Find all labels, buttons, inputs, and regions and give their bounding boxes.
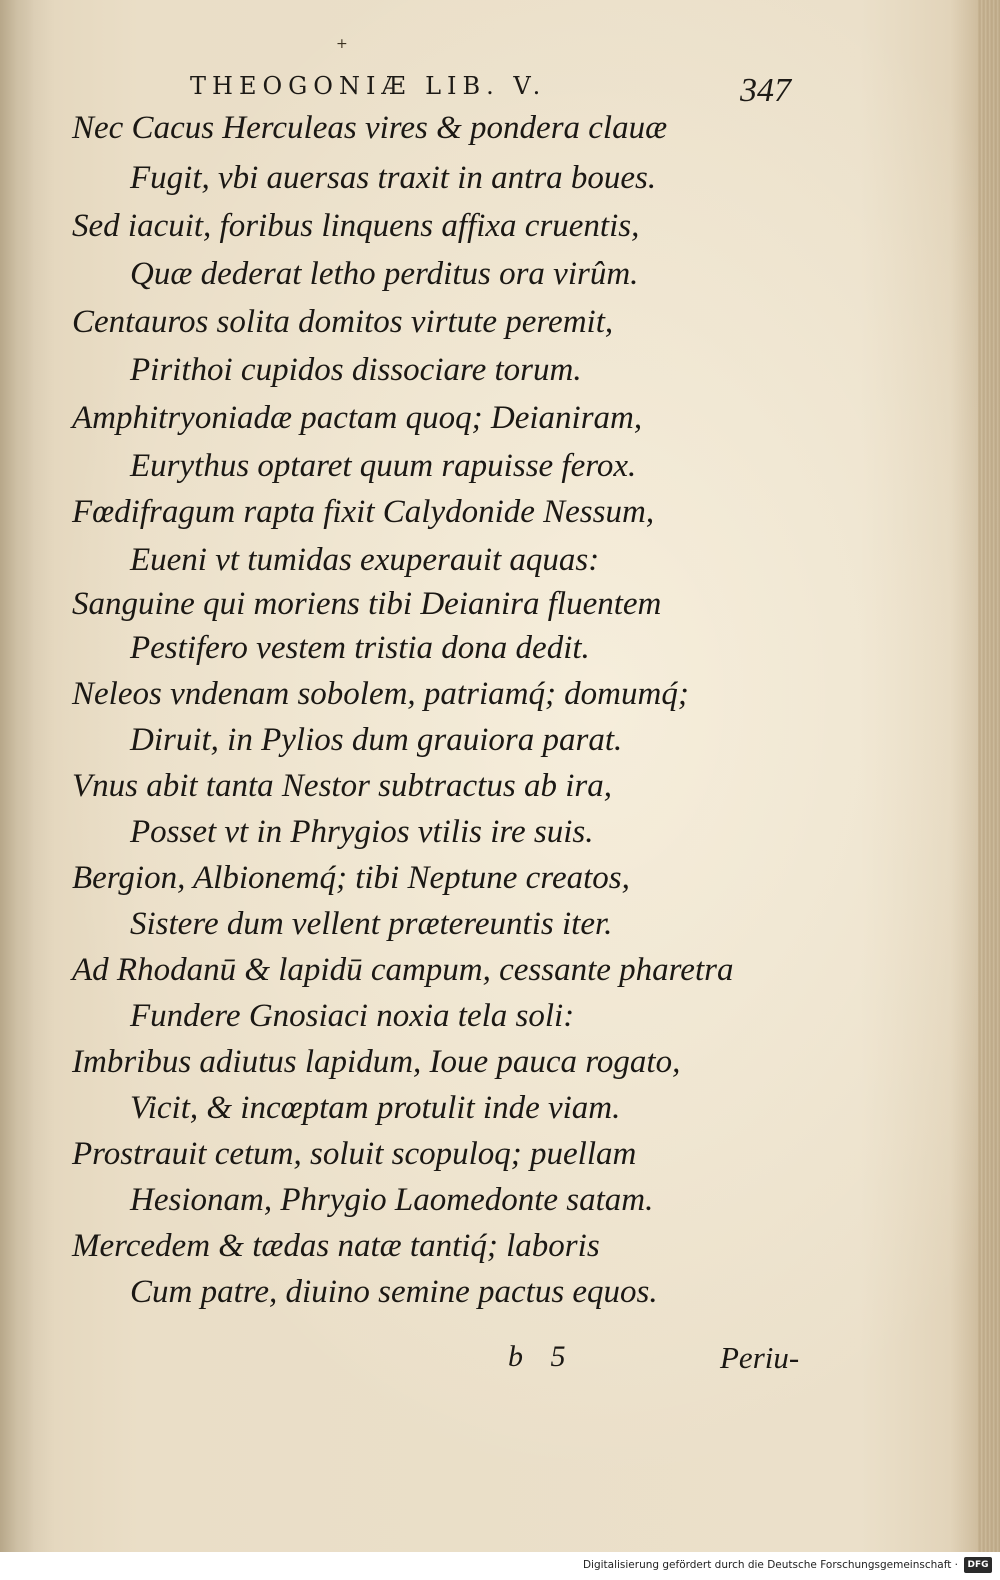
verse-line-3: Sed iacuit, foribus linquens affixa cruentis, bbox=[72, 208, 640, 244]
verse-line-1: Nec Cacus Herculeas vires & pondera clauæ bbox=[72, 110, 668, 146]
verse-line-18: Sistere dum vellent prætereuntis iter. bbox=[130, 906, 613, 942]
verse-line-11: Sanguine qui moriens tibi Deianira fluentem bbox=[72, 586, 662, 622]
page-number: 347 bbox=[740, 72, 791, 109]
verse-line-6: Pirithoi cupidos dissociare torum. bbox=[130, 352, 582, 388]
verse-line-17: Bergion, Albionemq́; tibi Neptune creatos, bbox=[72, 860, 630, 896]
verse-line-24: Hesionam, Phrygio Laomedonte satam. bbox=[130, 1182, 654, 1218]
verse-line-4: Quæ dederat letho perditus ora virûm. bbox=[130, 256, 639, 292]
verse-line-5: Centauros solita domitos virtute peremit, bbox=[72, 304, 614, 340]
verse-line-12: Pestifero vestem tristia dona dedit. bbox=[130, 630, 590, 666]
verse-line-19: Ad Rhodanū & lapidū campum, cessante pharetra bbox=[72, 952, 734, 988]
running-head: THEOGONIÆ LIB. V. bbox=[190, 72, 547, 100]
funding-credit: Digitalisierung gefördert durch die Deutsche Forschungsgemeinschaft · bbox=[582, 1559, 958, 1571]
verse-line-2: Fugit, vbi auersas traxit in antra boues. bbox=[130, 160, 657, 196]
verse-line-10: Eueni vt tumidas exuperauit aquas: bbox=[130, 542, 600, 578]
verse-line-8: Eurythus optaret quum rapuisse ferox. bbox=[130, 448, 637, 484]
dfg-logo-icon: DFG bbox=[964, 1557, 992, 1573]
verse-line-16: Posset vt in Phrygios vtilis ire suis. bbox=[130, 814, 594, 850]
verse-line-22: Vicit, & incœptam protulit inde viam. bbox=[130, 1090, 621, 1126]
verse-line-26: Cum patre, diuino semine pactus equos. bbox=[130, 1274, 658, 1310]
verse-line-14: Diruit, in Pylios dum grauiora parat. bbox=[130, 722, 623, 758]
verse-line-25: Mercedem & tædas natæ tantiq́; laboris bbox=[72, 1228, 600, 1264]
verse-line-9: Fœdifragum rapta fixit Calydonide Nessum, bbox=[72, 494, 655, 530]
page-gutter bbox=[0, 0, 34, 1552]
digitization-footer bbox=[0, 1552, 1000, 1580]
signature-mark: b 5 bbox=[508, 1340, 576, 1373]
verse-line-13: Neleos vndenam sobolem, patriamq́; domumq́; bbox=[72, 676, 689, 712]
catchword: Periu- bbox=[720, 1340, 800, 1375]
verse-line-21: Imbribus adiutus lapidum, Ioue pauca rogato, bbox=[72, 1044, 681, 1080]
page-fore-edge bbox=[978, 0, 1000, 1552]
top-mark: + bbox=[336, 36, 348, 52]
verse-line-23: Prostrauit cetum, soluit scopuloq; puellam bbox=[72, 1136, 637, 1172]
verse-line-15: Vnus abit tanta Nestor subtractus ab ira, bbox=[72, 768, 612, 804]
verse-line-7: Amphitryoniadæ pactam quoq; Deianiram, bbox=[72, 400, 643, 436]
page-foot bbox=[0, 1340, 1000, 1384]
verse-line-20: Fundere Gnosiaci noxia tela soli: bbox=[130, 998, 575, 1034]
